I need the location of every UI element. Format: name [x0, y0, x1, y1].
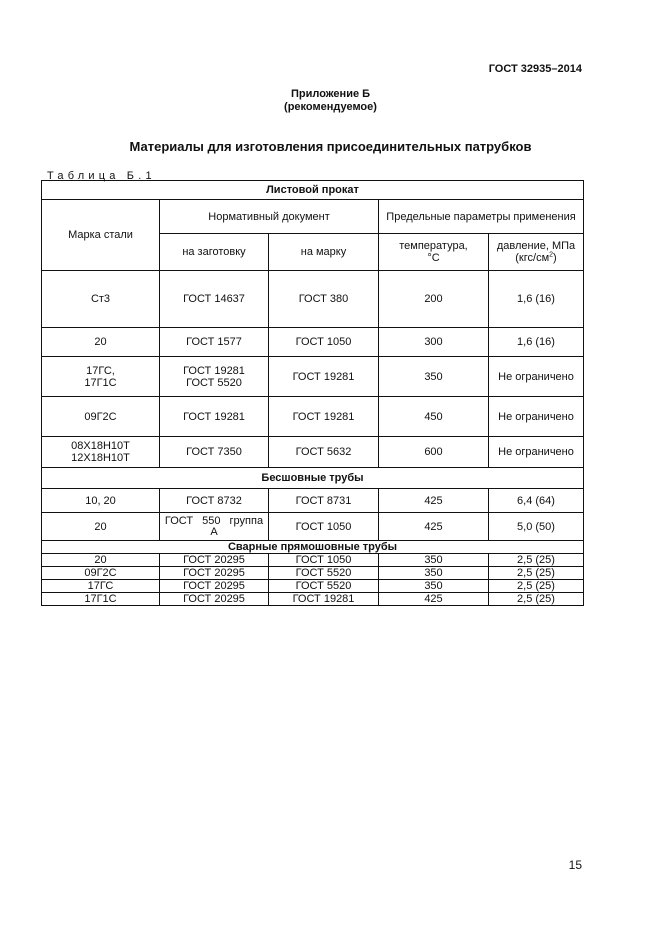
header-norm-grade: на марку — [269, 234, 379, 271]
table-row: 20 ГОСТ 1577 ГОСТ 1050 300 1,6 (16) — [42, 328, 584, 357]
section-header-seamless: Бесшовные трубы — [42, 468, 584, 489]
header-norm-doc: Нормативный документ — [160, 200, 379, 234]
document-code: ГОСТ 32935–2014 — [488, 63, 582, 75]
appendix-status: (рекомендуемое) — [284, 101, 377, 113]
page-number: 15 — [568, 858, 582, 872]
table-row: 20 ГОСТ 550 группа А ГОСТ 1050 425 5,0 (50) — [42, 513, 584, 541]
table-row: 10, 20 ГОСТ 8732 ГОСТ 8731 425 6,4 (64) — [42, 489, 584, 513]
header-norm-blank: на заготовку — [160, 234, 269, 271]
table-row: 20 ГОСТ 20295 ГОСТ 1050 350 2,5 (25) — [42, 554, 584, 567]
materials-table — [41, 180, 584, 606]
table-row: 09Г2С ГОСТ 20295 ГОСТ 5520 350 2,5 (25) — [42, 567, 584, 580]
table-row: 09Г2С ГОСТ 19281 ГОСТ 19281 450 Не ограничено — [42, 397, 584, 437]
table-caption: Таблица Б.1 — [47, 170, 156, 182]
header-steel-grade: Марка стали — [42, 200, 160, 271]
table-row: 08Х18Н10Т 12Х18Н10Т ГОСТ 7350 ГОСТ 5632 600 Не ограничено — [42, 437, 584, 468]
table-row: 17Г1С ГОСТ 20295 ГОСТ 19281 425 2,5 (25) — [42, 593, 584, 606]
page-title: Материалы для изготовления присоединительных патрубков — [129, 139, 532, 154]
section-header-sheet: Листовой прокат — [42, 181, 584, 200]
header-pressure: давление, МПа $(кгс/см^2)$ — [489, 234, 584, 271]
appendix-label: Приложение Б — [290, 88, 371, 100]
table-row: 17ГС ГОСТ 20295 ГОСТ 5520 350 2,5 (25) — [42, 580, 584, 593]
header-limits: Предельные параметры применения — [379, 200, 584, 234]
table-row: 17ГС, 17Г1С ГОСТ 19281 ГОСТ 5520 ГОСТ 19281 350 Не ограничено — [42, 357, 584, 397]
table-row: Ст3 ГОСТ 14637 ГОСТ 380 200 1,6 (16) — [42, 271, 584, 328]
header-temperature: температура, °C — [379, 234, 489, 271]
section-header-welded: Сварные прямошовные трубы — [42, 541, 584, 554]
